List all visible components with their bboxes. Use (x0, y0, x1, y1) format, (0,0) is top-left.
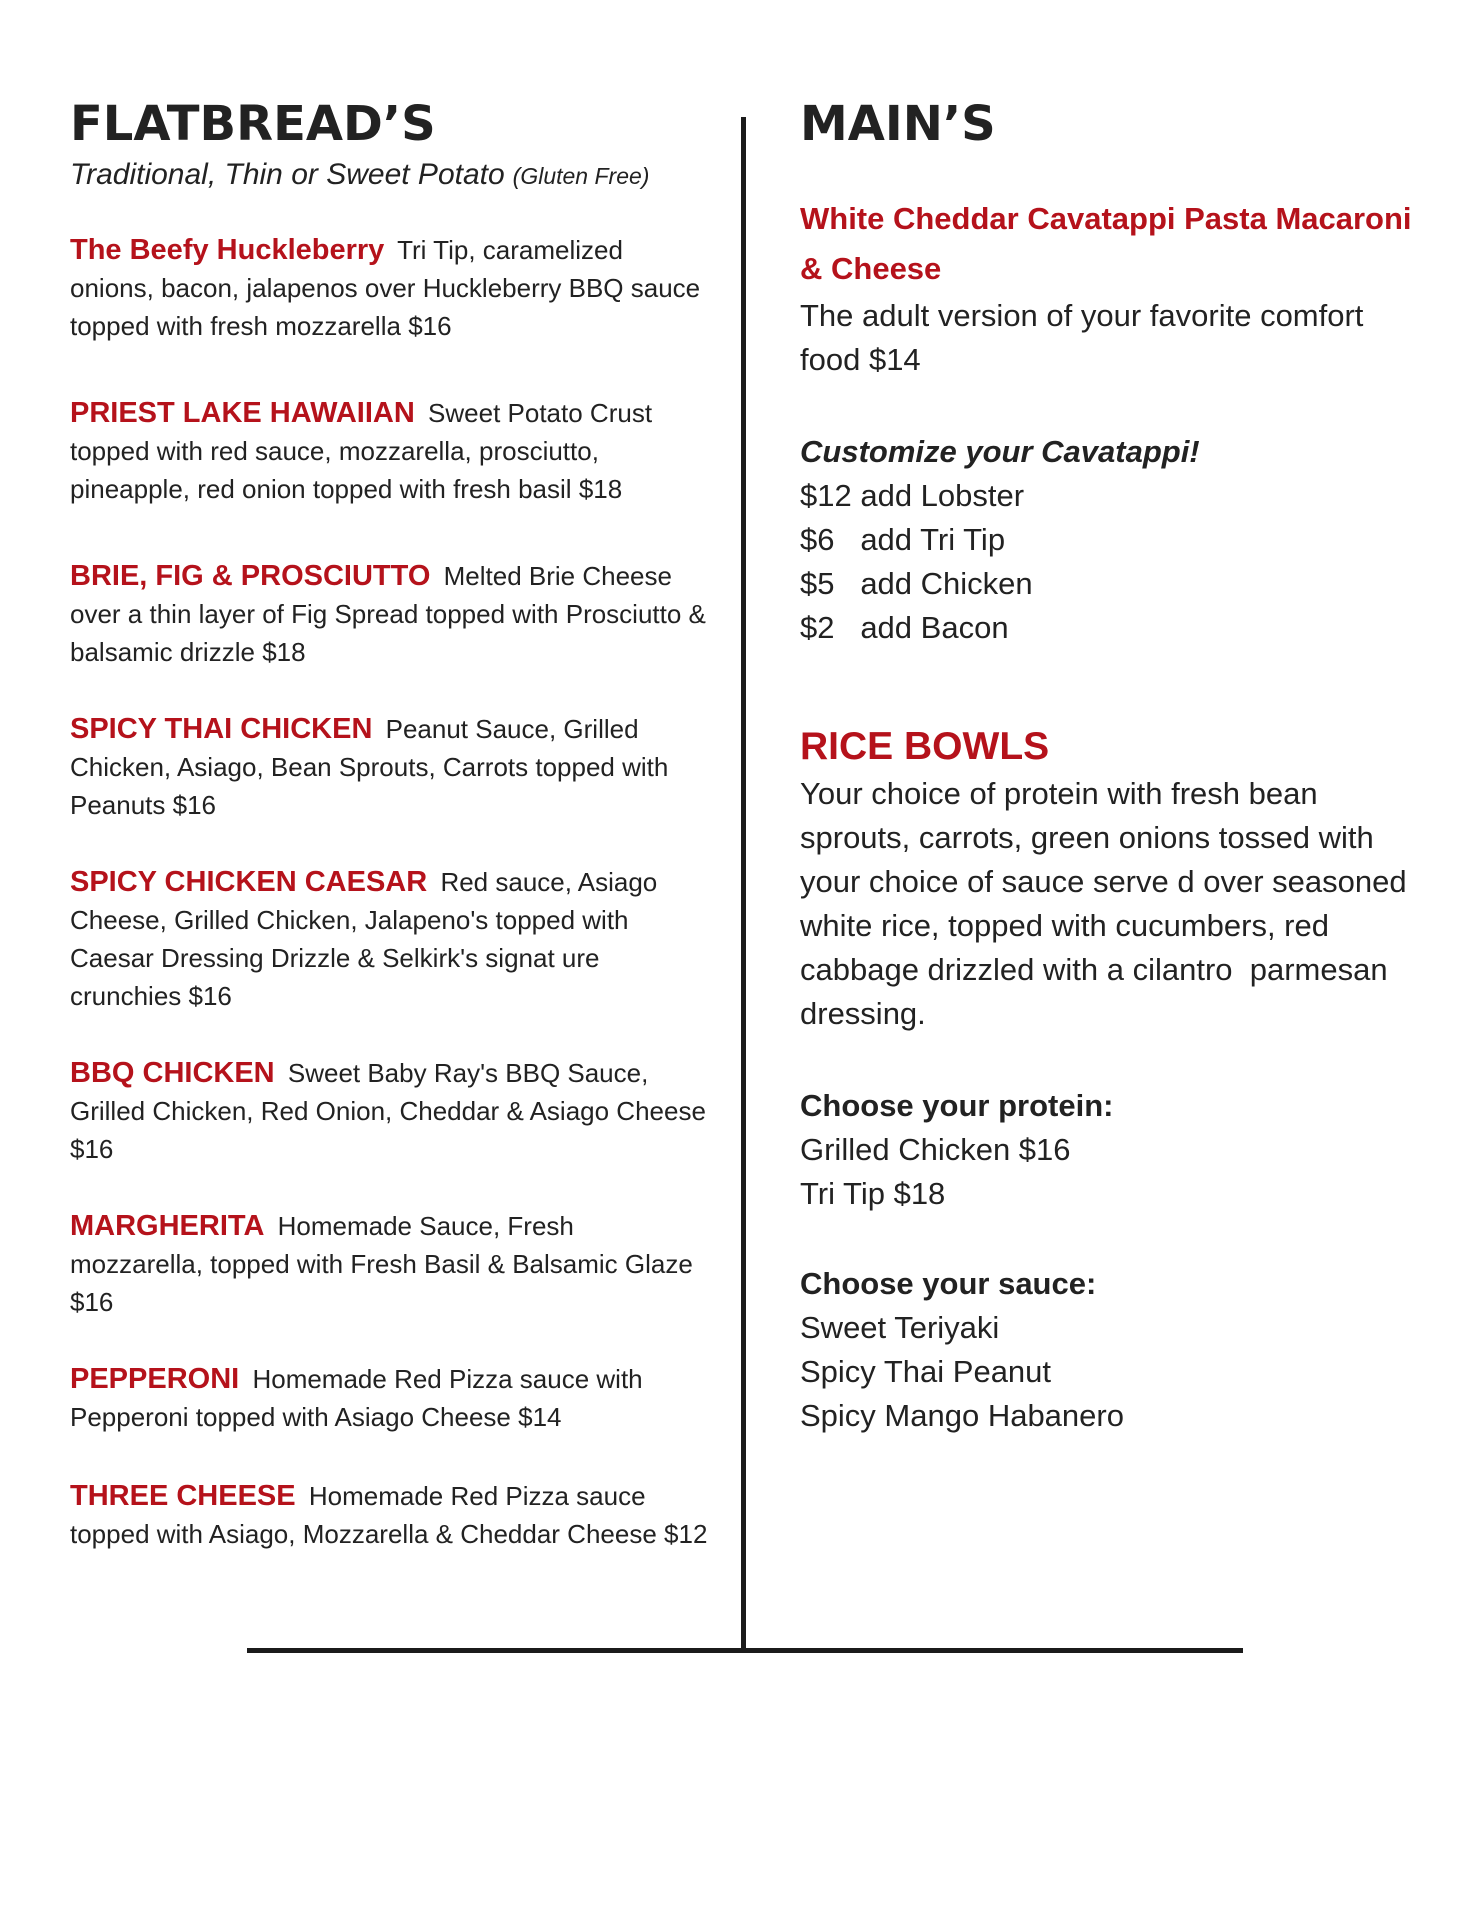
rice-desc-line: dressing. (800, 996, 926, 1031)
item-price: $12 (664, 1519, 708, 1549)
mac-title-line2: & Cheese (800, 251, 942, 286)
item-name: PEPPERONI (70, 1363, 240, 1395)
rice-bowls (800, 722, 1430, 1036)
item-price: $14 (518, 1402, 562, 1432)
mac-desc-line2: food $14 (800, 342, 921, 377)
menu-item (70, 1054, 710, 1168)
protein-block (800, 1084, 1430, 1216)
mac-and-cheese (800, 194, 1430, 382)
customize-block (800, 430, 1430, 650)
customize-label: Customize your Cavatappi! (800, 434, 1200, 469)
sauce-label: Choose your sauce: (800, 1266, 1097, 1301)
protein-option: Grilled Chicken $16 (800, 1132, 1071, 1167)
menu-item (70, 394, 710, 508)
menu-item (70, 1360, 710, 1436)
item-desc: Sweet Potato Crust topped with red sauce, mozzarella, prosciutto, pineapple, red onion topped with fresh basil (70, 398, 653, 504)
item-name: BRIE, FIG & PROSCIUTTO (70, 560, 431, 592)
rice-desc-line: white rice, topped with cucumbers, red (800, 908, 1329, 943)
protein-label: Choose your protein: (800, 1088, 1114, 1123)
protein-option: Tri Tip $18 (800, 1176, 946, 1211)
mac-desc-line1: The adult version of your favorite comfort (800, 298, 1364, 333)
item-desc: Homemade Sauce, Fresh mozzarella, topped with Fresh Basil & Balsamic Glaze (70, 1211, 693, 1279)
menu-item (70, 1477, 710, 1553)
gluten-free-note: (Gluten Free) (512, 163, 650, 189)
addon-item: $12 add Lobster (800, 478, 1025, 513)
item-desc: Homemade Red Pizza sauce with Pepperoni topped with Asiago Cheese (70, 1364, 643, 1432)
rice-desc-line: sprouts, carrots, green onions tossed with (800, 820, 1374, 855)
item-name: PRIEST LAKE HAWAIIAN (70, 397, 415, 429)
item-price: $16 (408, 311, 452, 341)
flatbreads-subtitle (70, 158, 649, 192)
menu-item (70, 557, 710, 671)
item-price: $16 (188, 981, 232, 1011)
item-price: $16 (70, 1287, 114, 1317)
item-price: $16 (70, 1134, 114, 1164)
item-desc: Peanut Sauce, Grilled Chicken, Asiago, Bean Sprouts, Carrots topped with Peanuts (70, 714, 669, 820)
item-price: $18 (262, 637, 306, 667)
sauce-option: Spicy Thai Peanut (800, 1354, 1052, 1389)
vertical-divider (741, 117, 746, 1651)
item-name: THREE CHEESE (70, 1480, 296, 1512)
item-name: SPICY CHICKEN CAESAR (70, 866, 428, 898)
flatbreads-heading: FLATBREAD’S (70, 96, 436, 152)
mains-heading: MAIN’S (800, 96, 996, 152)
item-desc: Red sauce, Asiago Cheese, Grilled Chicken, Jalapeno's topped with Caesar Dressing Drizzle & Selkirk's signat ure crunchies (70, 867, 658, 1011)
addon-item: $5 add Chicken (800, 566, 1033, 601)
item-desc: Homemade Red Pizza sauce topped with Asiago, Mozzarella & Cheddar Cheese (70, 1481, 657, 1549)
item-desc: Melted Brie Cheese over a thin layer of Fig Spread topped with Prosciutto & balsamic drizzle (70, 561, 706, 667)
menu-item (70, 231, 710, 345)
menu-item (70, 710, 710, 824)
rice-desc-line: Your choice of protein with fresh bean (800, 776, 1318, 811)
mac-title-line1: White Cheddar Cavatappi Pasta Macaroni (800, 201, 1412, 236)
rice-bowls-title: RICE BOWLS (800, 725, 1050, 768)
menu-item (70, 1207, 710, 1321)
item-desc: Tri Tip, caramelized onions, bacon, jalapenos over Huckleberry BBQ sauce topped with fresh mozzarella (70, 235, 701, 341)
item-name: SPICY THAI CHICKEN (70, 713, 373, 745)
item-name: BBQ CHICKEN (70, 1057, 275, 1089)
item-price: $18 (578, 474, 623, 504)
rice-desc-line: cabbage drizzled with a cilantro parmesan (800, 952, 1388, 987)
sauce-option: Spicy Mango Habanero (800, 1398, 1124, 1433)
menu-item (70, 863, 710, 1015)
crust-options: Traditional, Thin or Sweet Potato (70, 158, 505, 191)
addon-item: $2 add Bacon (800, 610, 1009, 645)
sauce-option: Sweet Teriyaki (800, 1310, 1000, 1345)
rice-desc-line: your choice of sauce serve d over seasoned (800, 864, 1407, 899)
item-name: MARGHERITA (70, 1210, 265, 1242)
addon-item: $6 add Tri Tip (800, 522, 1006, 557)
horizontal-divider (247, 1648, 1243, 1653)
item-price: $16 (172, 790, 217, 820)
item-name: The Beefy Huckleberry (70, 234, 385, 266)
sauce-block (800, 1262, 1430, 1438)
item-desc: Sweet Baby Ray's BBQ Sauce, Grilled Chicken, Red Onion, Cheddar & Asiago Cheese (70, 1058, 706, 1126)
